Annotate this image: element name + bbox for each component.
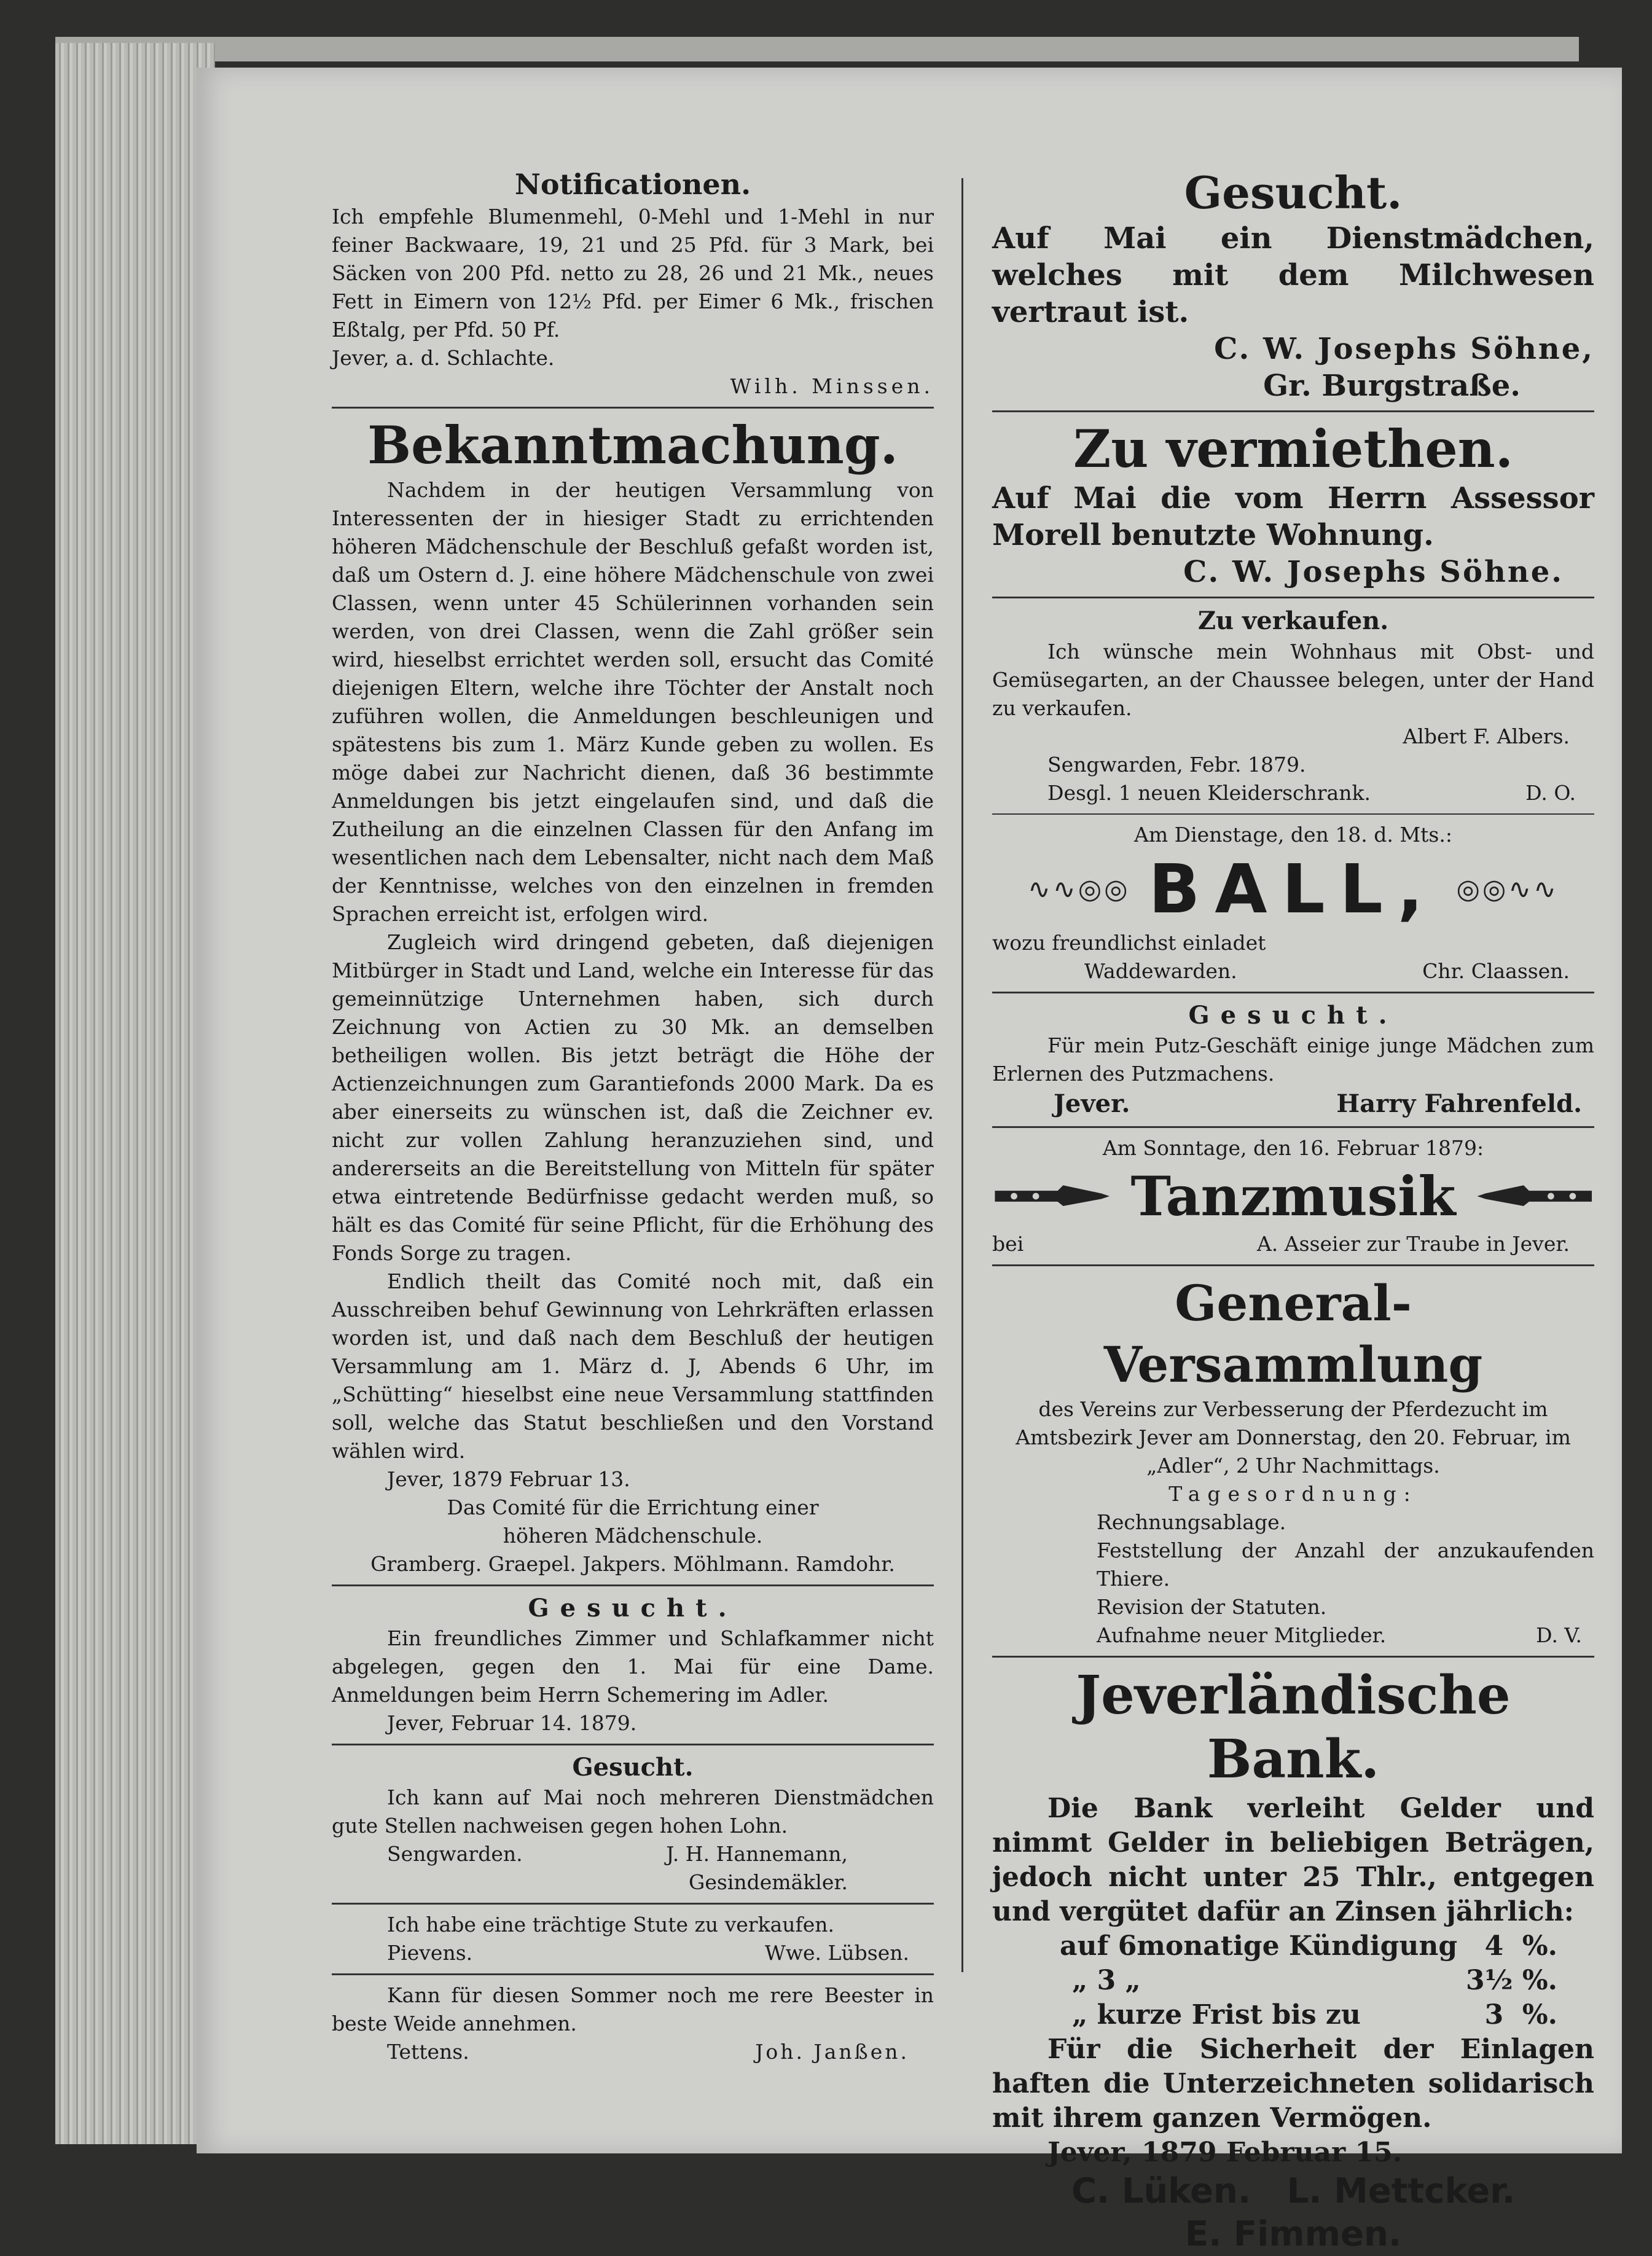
pointing-hand-left-icon [1474,1178,1594,1215]
ad-gesucht-milchwesen [992,166,1594,404]
ad-signature-row [992,957,1594,985]
ad-signature: Wilh. Minssen. [730,374,934,398]
ad-body: Für mein Putz-Geschäft einige junge Mädchen zum Erlernen des Putzmachens. [992,1033,1594,1086]
ad-title: Gesucht. [528,1594,738,1623]
ad-signature: A. Asseier zur Traube in Jever. [1256,1232,1570,1256]
divider [332,407,934,409]
ad-date: Jever, 1879 Februar 13. [387,1467,630,1491]
divider [332,1744,934,1745]
ornament-left-icon: ∿∿◎◎ [1027,873,1130,905]
ad-title: Zu verkaufen. [1197,606,1389,635]
ad-tanzmusik [992,1134,1594,1258]
ad-stute [332,1911,934,1967]
ad-date: Sengwarden, Febr. 1879. [1047,753,1306,777]
ball-heading [992,849,1594,929]
rate-unit: %. [1522,1999,1557,2031]
ad-body: Ich wünsche mein Wohnhaus mit Obst- und Gemüsegarten, an der Chaussee belegen, unter der Hand zu verkaufen. [992,640,1594,720]
divider [332,1973,934,1975]
left-column [332,166,934,2066]
divider [332,1584,934,1586]
agenda-item: Aufnahme neuer Mitglieder. [1097,1623,1387,1647]
ad-body: Ein freundliches Zimmer und Schlafkammer nicht abgelegen, gegen den 1. Mai für eine Dame. Anmeldungen beim Herrn Schemering im Adler. [332,1626,934,1707]
ad-signature-row [332,1840,934,1868]
divider [992,597,1594,598]
ad-bekanntmachung [332,415,934,1578]
ad-signature-address: Gr. Burgstraße. [1263,369,1521,403]
rate-unit: %. [1522,1965,1557,1996]
ad-paragraph: Nachdem in der heutigen Versammlung von Interessenten der in hiesiger Stadt zu errichtenden höheren Mädchenschule der Beschluß gefaßt worden ist, daß um Ostern d. J. eine höhere Mädchenschule von zwei Classen, wenn unter 45 Schülerinnen vorhanden sein werden, von drei Classen, wenn die Zahl größer sein wird, hieselbst errichtet werden soll, ersucht das Comité diejenigen Eltern, welche ihre Töchter der Anstalt noch zuführen wollen, die Anmeldungen beschleunigen und spätestens bis zum 1. März Kunde geben zu wollen. Es möge dabei zur Nachricht dienen, daß 36 bestimmte Anmeldungen bis jetzt eingelaufen sind, und daß die Zutheilung an die einzelnen Classen für den Anfang im wesentlichen nach dem Lebensalter, nicht nach dem Maß der Kenntnisse, welches von den einzelnen in fremden Sprachen erreicht ist, erfolgen wird. [332,478,934,926]
tanz-heading [992,1162,1594,1230]
ad-date: Jever, 1879 Februar 15. [1047,2137,1403,2168]
divider [992,1264,1594,1266]
ad-ball [992,821,1594,985]
ad-signatories: C. Lüken. L. Mettcker. [1071,2171,1516,2211]
ad-signature: Joh. Janßen. [755,2040,909,2064]
rate-row [992,1998,1594,2032]
ad-title: Gesucht. [1188,1001,1398,1030]
ad-body: Ich kann auf Mai noch mehreren Dienstmädchen gute Stellen nachweisen gegen hohen Lohn. [332,1785,934,1838]
ad-by: bei [992,1232,1024,1256]
divider [992,410,1594,412]
ad-title: General-Versammlung [1103,1274,1483,1393]
rate-label: „ 3 „ [1072,1965,1141,1996]
ad-weide [332,1981,934,2066]
ad-putz [992,1000,1594,1120]
ad-title: Jeverländische Bank. [1076,1664,1511,1790]
agenda-last-row [992,1621,1594,1650]
ad-signatory: E. Fimmen. [1184,2214,1402,2254]
ad-signature-row [992,1088,1594,1120]
ad-guarantee: Für die Sicherheit der Einlagen haften die Unterzeichneten solidarisch mit ihrem ganzen Vermögen. [992,2034,1594,2134]
ad-title: Zu vermiethen. [1073,418,1513,479]
divider [992,1656,1594,1658]
ad-notificationen [332,166,934,401]
ad-paragraph: Endlich theilt das Comité noch mit, daß ein Ausschreiben behuf Gewinnung von Lehrkräften erlassen worden ist, und daß nach dem Beschluß der heutigen Versammlung am 1. März d. J, Abends 6 Uhr, im „Schütting“ hieselbst eine neue Versammlung stattfinden soll, welche das Statut beschließen und den Vorstand wählen wird. [332,1269,934,1463]
rate-value: 4 [1484,1930,1504,1962]
rate-value: 3½ [1466,1965,1513,1996]
ad-place: Sengwarden. [387,1842,523,1866]
pointing-hand-right-icon [992,1178,1112,1215]
ad-place: Jever. [1054,1089,1130,1118]
ad-place: Pievens. [387,1941,473,1965]
ad-signature-row [332,1939,934,1967]
divider [992,992,1594,993]
ad-signature-title: Gesindemäkler. [689,1870,848,1894]
column-divider [961,178,963,1972]
ad-signature: Chr. Claassen. [1422,959,1570,983]
rate-label: auf 6monatige Kündigung [1060,1930,1458,1962]
ad-title: Notificationen. [514,168,751,201]
ad-body: Auf Mai die vom Herrn Assessor Morell benutzte Wohnung. [992,481,1594,552]
ad-signature: D. V. [1536,1623,1582,1647]
ad-intro: Am Sonntage, den 16. Februar 1879: [1102,1136,1484,1160]
ornament-right-icon: ◎◎∿∿ [1456,873,1559,905]
ad-extra-signature: D. O. [1525,781,1576,805]
right-column [992,166,1594,2256]
ad-signature: C. W. Josephs Söhne, [1214,332,1594,366]
rate-value: 3 [1484,1999,1504,2031]
ad-signature: Harry Fahrenfeld. [1336,1089,1582,1118]
ad-gesucht-zimmer [332,1592,934,1737]
ad-verkaufen [992,605,1594,807]
ad-body: des Vereins zur Verbesserung der Pferdezucht im Amtsbezirk Jever am Donnerstag, den 20. Februar, im „Adler“, 2 Uhr Nachmittags. [1016,1397,1571,1478]
ad-title: Gesucht. [1184,166,1403,219]
ad-signature: C. W. Josephs Söhne. [1183,555,1564,589]
ad-title: Gesucht. [572,1753,694,1782]
divider [992,813,1594,815]
ad-extra: Desgl. 1 neuen Kleiderschrank. [1047,781,1371,805]
ad-committee: Das Comité für die Errichtung einer höheren Mädchenschule. [447,1495,819,1548]
ad-body: Auf Mai ein Dienstmädchen, welches mit dem Milchwesen vertraut ist. [992,221,1594,329]
ad-paragraph: Zugleich wird dringend gebeten, daß diejenigen Mitbürger in Stadt und Land, welche ein Interesse für das gemeinnützige Unternehmen haben, sich durch Zeichnung von Actien zu 30 Mk. an demselben betheiligen wollen. Bis jetzt beträgt die Höhe der Actienzeichnungen zum Garantiefonds 2000 Mark. Da es aber einerseits zu wünschen ist, daß die Zeichner ev. nicht zur vollen Zahlung heranzuziehen sind, und andererseits an die Bereitstellung von Mitteln für später etwa eintretende Bedürfnisse gedacht werden muß, so hält es das Comité für seine Pflicht, für die Erhöhung des Fonds Sorge zu tragen. [332,930,934,1265]
rate-label: „ kurze Frist bis zu [1072,1999,1361,2031]
ad-intro: Am Dienstage, den 18. d. Mts.: [1134,823,1452,847]
book-top-edge [55,37,1579,61]
ad-body: Ich empfehle Blumenmehl, 0-Mehl und 1-Mehl in nur feiner Backwaare, 19, 21 und 25 Pfd. für 3 Mark, bei Säcken von 200 Pfd. netto zu 28, 26 und 21 Mk., neues Fett in Eimern von 12½ Pfd. per Eimer 6 Mk., frischen Eßtalg, per Pfd. 50 Pf. [332,205,934,342]
ad-signature-row [332,2038,934,2066]
agenda-title: Tagesordnung: [1169,1482,1418,1506]
rate-unit: %. [1522,1930,1557,1962]
ad-names: Gramberg. Graepel. Jakpers. Möhlmann. Ramdohr. [370,1552,895,1576]
ad-title: BALL, [1148,850,1438,928]
ad-body: Die Bank verleiht Gelder und nimmt Gelder in beliebigen Beträgen, jedoch nicht unter 25 Thlr., entgegen und vergütet dafür an Zinsen jährlich: [992,1793,1594,1927]
ad-place: Tettens. [387,2040,469,2064]
ad-general-versammlung [992,1272,1594,1650]
ad-body: Kann für diesen Sommer noch me rere Beester in beste Weide annehmen. [332,1983,934,2035]
agenda-item: Rechnungsablage. [1097,1510,1286,1534]
divider [332,1903,934,1905]
ad-signature: Albert F. Albers. [1403,724,1570,748]
ad-signature: Wwe. Lübsen. [764,1941,909,1965]
ad-title: Bekanntmachung. [367,415,898,476]
agenda-item: Feststellung der Anzahl der anzukaufenden Thiere. [1097,1538,1594,1591]
ad-invite: wozu freundlichst einladet [992,931,1266,955]
ad-place: Jever, a. d. Schlachte. [332,346,555,370]
ad-body: Ich habe eine trächtige Stute zu verkaufen. [387,1913,834,1937]
divider [992,1126,1594,1128]
ad-jeverlaendische-bank [992,1664,1594,2256]
agenda-item: Revision der Statuten. [1097,1595,1327,1619]
book-page-edges [55,43,215,2144]
ad-place: Waddewarden. [1084,959,1237,983]
ad-title: Tanzmusik [1130,1164,1456,1228]
ad-vermiethen [992,418,1594,590]
ad-date: Jever, Februar 14. 1879. [387,1711,637,1735]
ad-signature: J. H. Hannemann, [666,1842,848,1866]
ad-extra-row [992,779,1594,807]
rate-row [992,1929,1594,1964]
rate-row [992,1964,1594,1998]
ad-gesucht-dienstmaedchen [332,1752,934,1897]
ad-signature-row [992,1230,1594,1258]
